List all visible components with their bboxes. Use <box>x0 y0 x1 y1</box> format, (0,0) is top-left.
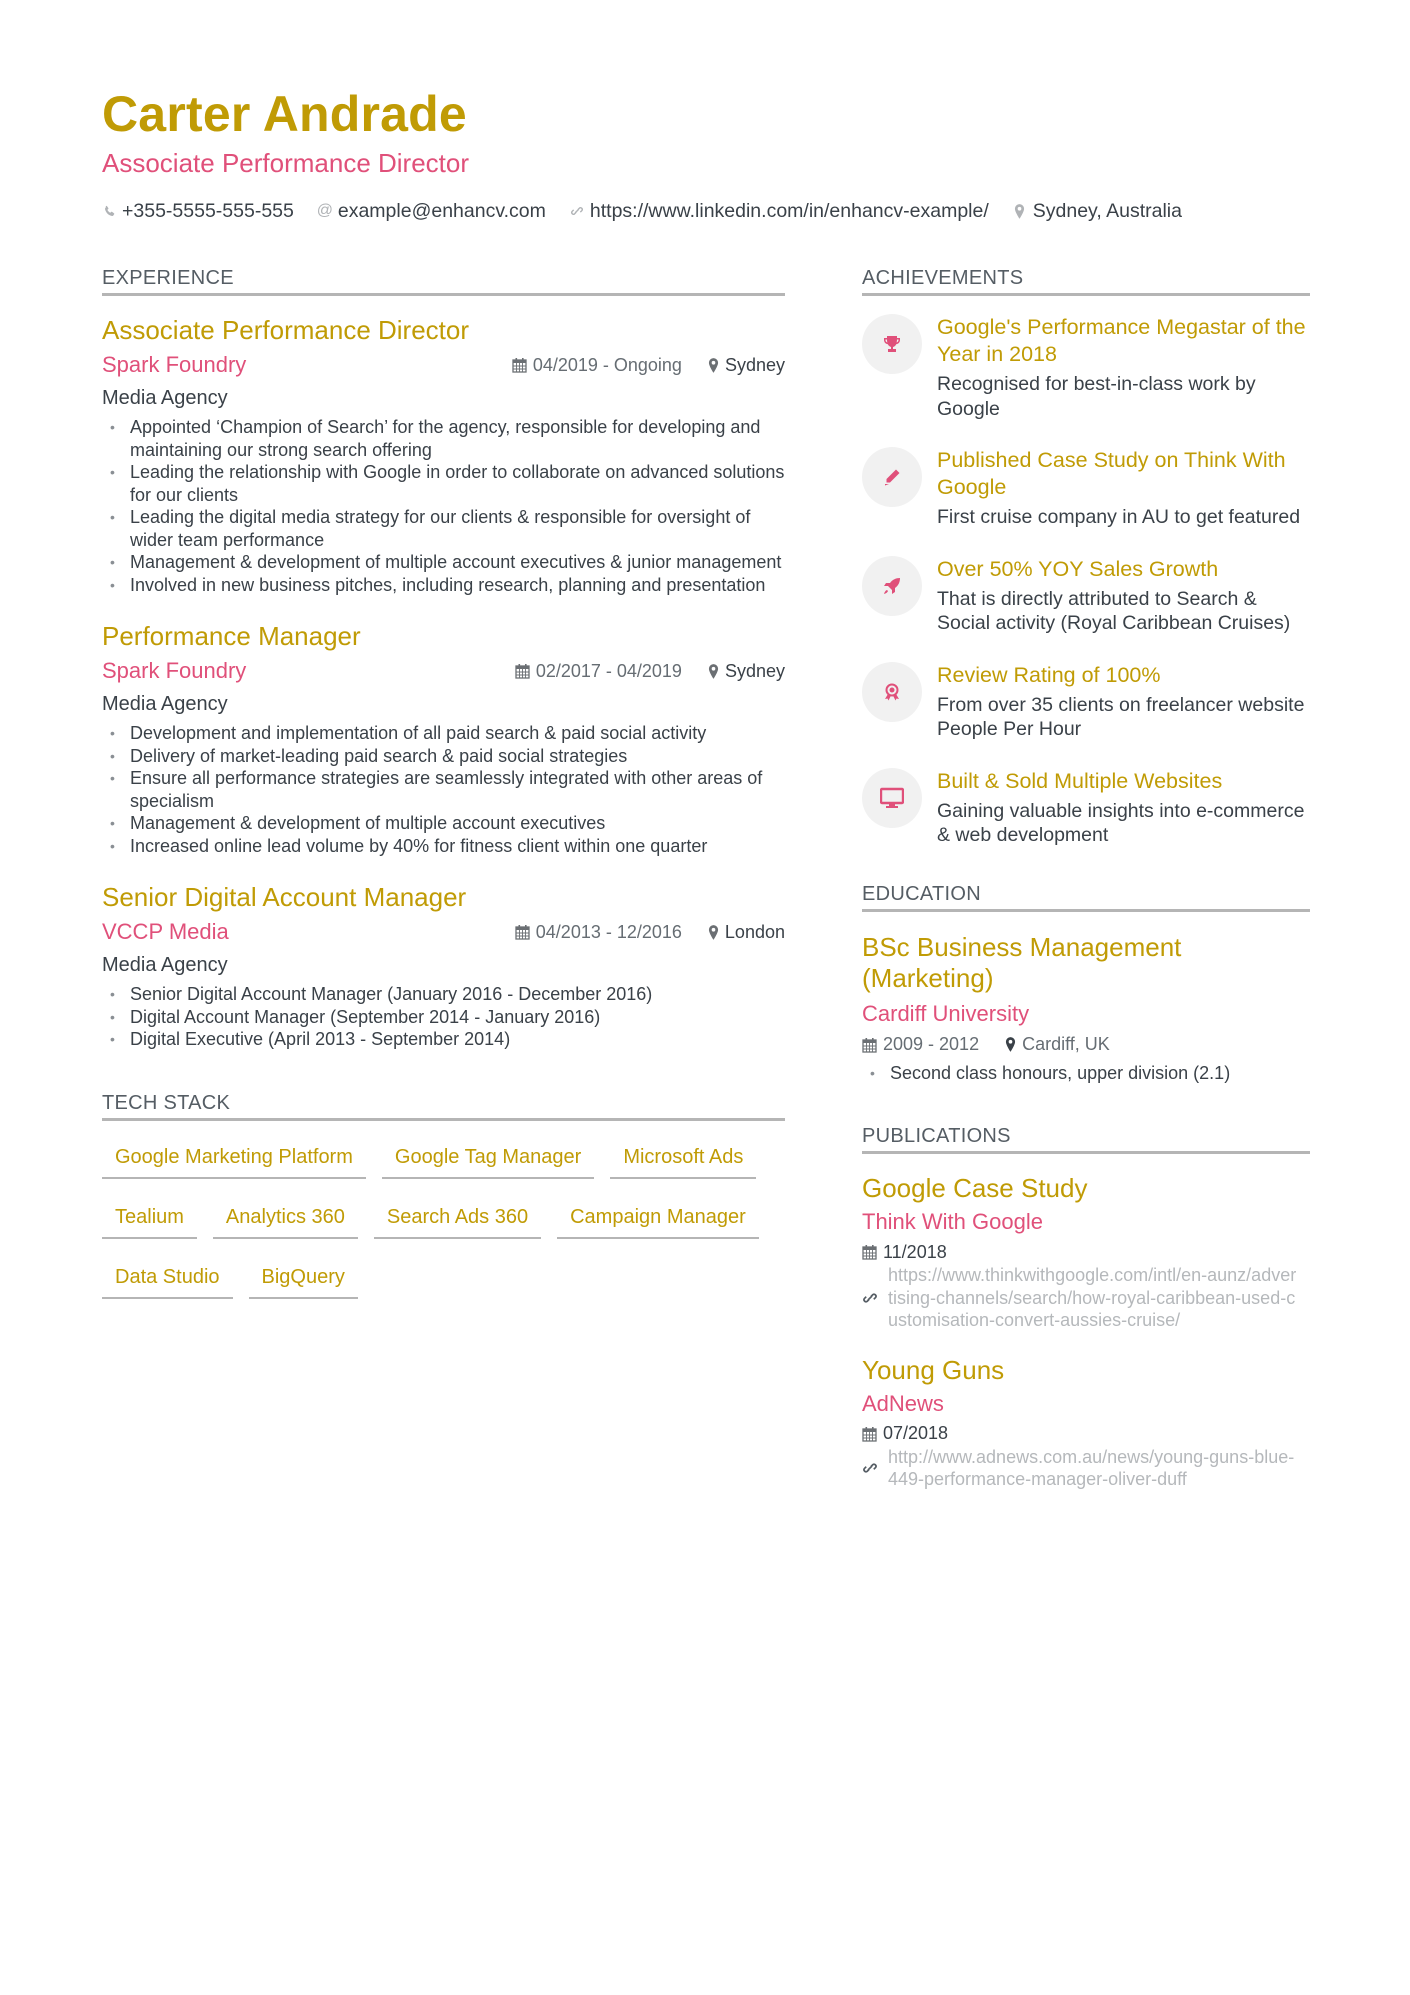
job-bullets <box>102 983 785 1051</box>
job-title: Performance Manager <box>102 621 361 651</box>
link-icon <box>862 1460 888 1476</box>
achievement-description: Gaining valuable insights into e-commerce & web development <box>937 799 1305 846</box>
company-type: Media Agency <box>102 954 228 976</box>
bullet-item: • Leading the relationship with Google in order to collaborate on advanced solutions for our clients <box>102 461 785 506</box>
bullet-item: • Delivery of market-leading paid search & paid social strategies <box>102 745 785 768</box>
candidate-title: Associate Performance Director <box>102 148 470 178</box>
achievement-description: Recognised for best-in-class work by Google <box>937 373 1256 420</box>
job-bullets <box>102 416 785 596</box>
achievement-item <box>862 447 1310 530</box>
education-bullets <box>862 1062 1310 1085</box>
tech-tag: Analytics 360 <box>213 1199 358 1239</box>
tech-tag: Campaign Manager <box>557 1199 759 1239</box>
job-title: Senior Digital Account Manager <box>102 882 467 912</box>
contact-linkedin[interactable] <box>570 200 989 223</box>
company-type: Media Agency <box>102 387 228 409</box>
tech-tag-list <box>102 1139 785 1319</box>
bullet-item: • Increased online lead volume by 40% for fitness client within one quarter <box>102 835 785 858</box>
experience-entry <box>102 314 785 596</box>
candidate-name: Carter Andrade <box>102 86 467 142</box>
job-location: London <box>724 921 785 942</box>
achievement-title: Published Case Study on Think With Google <box>937 448 1286 499</box>
right-column <box>862 266 1310 1491</box>
contact-bar <box>102 196 1312 226</box>
education-dates: 2009 - 2012 <box>883 1034 980 1054</box>
calendar-icon <box>515 924 530 940</box>
tech-tag: BigQuery <box>249 1259 358 1299</box>
left-column <box>102 266 785 1319</box>
publications-section <box>862 1124 1310 1491</box>
link-icon <box>862 1290 888 1306</box>
company-type: Media Agency <box>102 693 228 715</box>
contact-phone[interactable] <box>102 200 294 223</box>
publication-url[interactable]: http://www.adnews.com.au/news/young-guns-blue-449-performance-manager-oliver-duff <box>888 1446 1295 1489</box>
achievement-description: That is directly attributed to Search & Social activity (Royal Caribbean Cruises) <box>937 587 1291 634</box>
bullet-item: • Development and implementation of all paid search & paid social activity <box>102 722 785 745</box>
award-ribbon-icon <box>862 662 922 722</box>
job-title: Associate Performance Director <box>102 315 470 345</box>
achievement-title: Review Rating of 100% <box>937 662 1161 687</box>
location-pin-icon <box>1005 1037 1016 1052</box>
phone-number: +355-5555-555-555 <box>122 199 294 222</box>
calendar-icon <box>862 1426 877 1442</box>
contact-location <box>1013 200 1182 223</box>
location-icon <box>1013 204 1027 219</box>
calendar-icon <box>512 357 527 373</box>
achievement-description: From over 35 clients on freelancer website People Per Hour <box>937 693 1305 740</box>
calendar-icon <box>862 1037 877 1053</box>
publication-link[interactable] <box>862 1264 1310 1332</box>
monitor-icon <box>862 768 922 828</box>
trophy-icon <box>862 314 922 374</box>
education-section <box>862 882 1310 1085</box>
section-heading-achievements: ACHIEVEMENTS <box>862 266 1310 296</box>
education-location: Cardiff, UK <box>1022 1034 1110 1054</box>
tech-tag: Microsoft Ads <box>610 1139 756 1179</box>
tech-stack-section <box>102 1091 785 1319</box>
location-pin-icon <box>708 358 719 373</box>
job-dates: 02/2017 - 04/2019 <box>535 660 682 681</box>
section-heading-publications: PUBLICATIONS <box>862 1124 1310 1154</box>
company-name: Spark Foundry <box>102 352 247 377</box>
tech-tag: Data Studio <box>102 1259 233 1299</box>
location-pin-icon <box>708 664 719 679</box>
publication-source: Think With Google <box>862 1209 1043 1234</box>
job-dates: 04/2019 - Ongoing <box>532 354 682 375</box>
section-heading-tech-stack: TECH STACK <box>102 1091 785 1121</box>
bullet-item: • Digital Executive (April 2013 - September 2014) <box>102 1028 785 1051</box>
bullet-item: • Second class honours, upper division (2.1) <box>862 1062 1310 1085</box>
experience-entry <box>102 881 785 1051</box>
tech-tag: Tealium <box>102 1199 197 1239</box>
bullet-item: • Involved in new business pitches, including research, planning and presentation <box>102 574 785 597</box>
publication-date: 07/2018 <box>883 1423 949 1443</box>
at-icon: @ <box>316 202 333 219</box>
experience-entry <box>102 620 785 857</box>
publication-source: AdNews <box>862 1390 944 1416</box>
rocket-icon <box>862 556 922 616</box>
location-text: Sydney, Australia <box>1032 199 1182 222</box>
achievement-title: Built & Sold Multiple Websites <box>937 768 1223 793</box>
publication-title: Young Guns <box>862 1354 1005 1385</box>
linkedin-url: https://www.linkedin.com/in/enhancv-example/ <box>589 199 989 222</box>
achievement-item <box>862 768 1310 848</box>
achievement-title: Over 50% YOY Sales Growth <box>937 556 1219 581</box>
bullet-item: • Management & development of multiple account executives <box>102 812 785 835</box>
bullet-item: • Leading the digital media strategy for our clients & responsible for oversight of wider team performance <box>102 506 785 551</box>
company-name: VCCP Media <box>102 919 229 944</box>
calendar-icon <box>862 1244 877 1260</box>
achievements-list <box>862 314 1310 848</box>
achievement-item <box>862 662 1310 742</box>
phone-icon <box>102 205 116 218</box>
contact-email[interactable] <box>318 200 546 223</box>
resume-header <box>102 84 1312 226</box>
publication-url[interactable]: https://www.thinkwithgoogle.com/intl/en-aunz/advertising-channels/search/how-royal-caribbean-used-customisation-convert-aussies-cruise/ <box>888 1265 1297 1330</box>
section-heading-education: EDUCATION <box>862 882 1310 912</box>
achievement-title: Google's Performance Megastar of the Year in 2018 <box>937 315 1306 366</box>
link-icon <box>570 204 584 218</box>
degree-title: BSc Business Management (Marketing) <box>862 931 1182 993</box>
publication-date: 11/2018 <box>883 1241 947 1262</box>
achievement-item <box>862 314 1310 421</box>
publication-link[interactable] <box>862 1446 1310 1491</box>
pencil-icon <box>862 447 922 507</box>
bullet-item: • Appointed ‘Champion of Search’ for the agency, responsible for developing and maintaining our strong search offering <box>102 416 785 461</box>
publication-item <box>862 1172 1310 1332</box>
achievement-description: First cruise company in AU to get featured <box>937 506 1301 528</box>
bullet-item: • Senior Digital Account Manager (January 2016 - December 2016) <box>102 983 785 1006</box>
job-bullets <box>102 722 785 857</box>
job-location: Sydney <box>724 354 785 375</box>
tech-tag: Google Marketing Platform <box>102 1139 366 1179</box>
publication-title: Google Case Study <box>862 1173 1088 1203</box>
bullet-item: • Digital Account Manager (September 2014 - January 2016) <box>102 1006 785 1029</box>
calendar-icon <box>515 663 530 679</box>
section-heading-experience: EXPERIENCE <box>102 266 785 296</box>
publication-item <box>862 1354 1310 1491</box>
school-name: Cardiff University <box>862 1000 1030 1026</box>
tech-tag: Search Ads 360 <box>374 1199 541 1239</box>
job-dates: 04/2013 - 12/2016 <box>535 921 682 942</box>
bullet-item: • Ensure all performance strategies are seamlessly integrated with other areas of specialism <box>102 767 785 812</box>
email-address: example@enhancv.com <box>337 199 546 222</box>
job-location: Sydney <box>724 660 785 681</box>
bullet-item: • Management & development of multiple account executives & junior management <box>102 551 785 574</box>
location-pin-icon <box>708 925 719 940</box>
tech-tag: Google Tag Manager <box>382 1139 594 1179</box>
company-name: Spark Foundry <box>102 658 247 683</box>
achievement-item <box>862 556 1310 636</box>
